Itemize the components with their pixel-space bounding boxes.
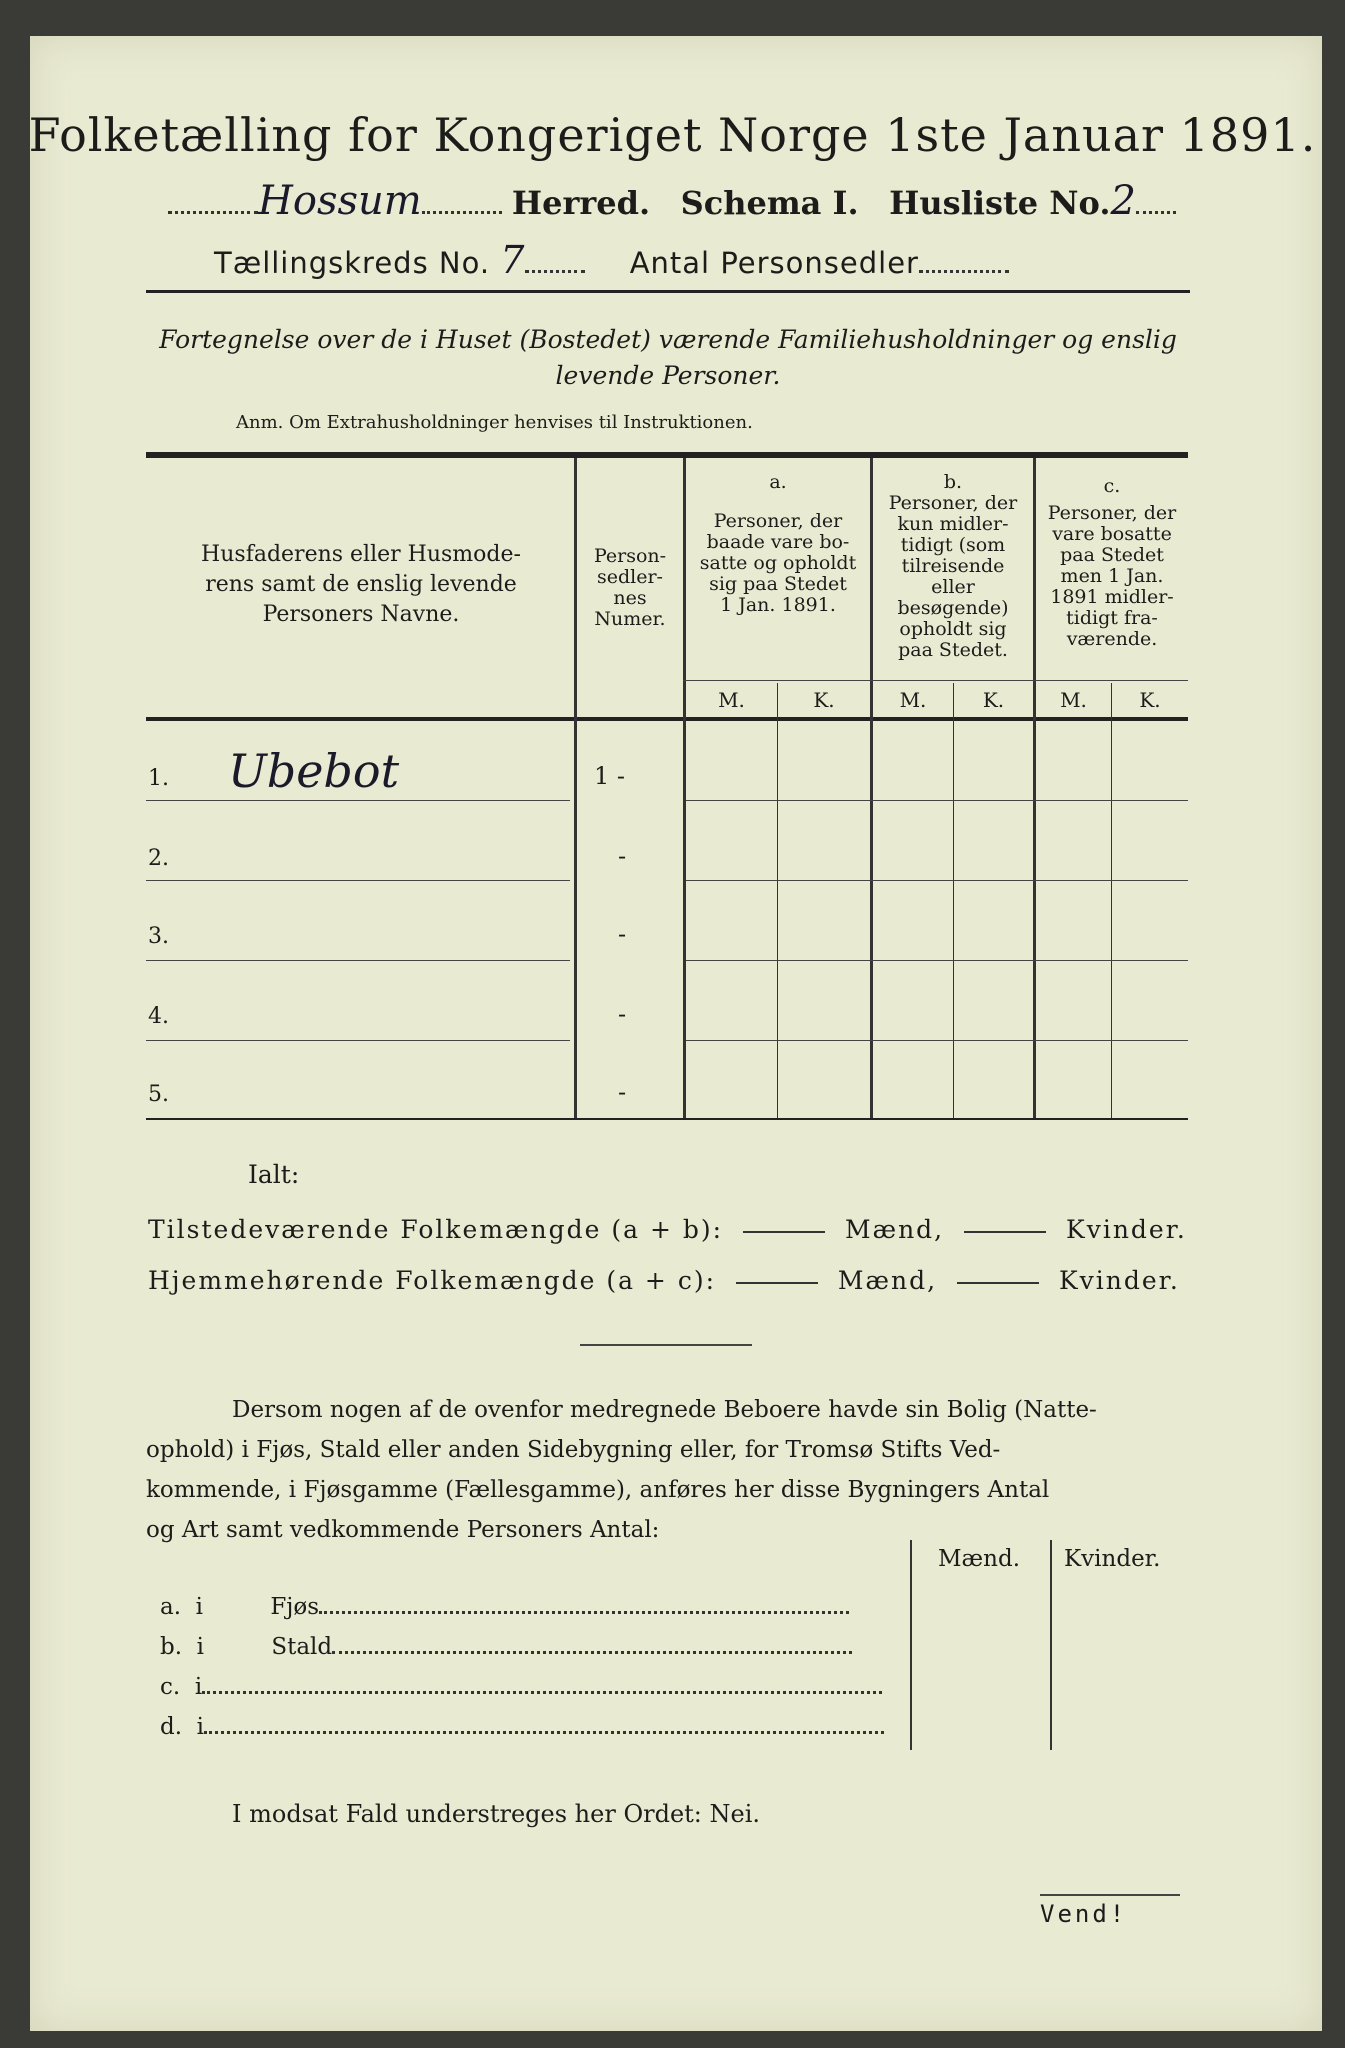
dotted-leader <box>319 1611 849 1614</box>
row-number: 1. <box>148 766 169 791</box>
col-b-line: Personer, der <box>888 492 1018 514</box>
herred-line <box>168 178 1176 224</box>
col-a-line: Personer, der <box>713 510 843 532</box>
col-b-line: besøgende) <box>897 597 1009 619</box>
intro-text <box>146 322 1190 394</box>
col-a-letter: a. <box>769 471 787 493</box>
row-rule <box>686 880 1188 881</box>
row-numer: - <box>618 1078 627 1106</box>
building-row <box>160 1594 849 1620</box>
row-rule <box>146 880 570 881</box>
col-name-header <box>150 540 572 630</box>
dotted-leader <box>919 270 1009 273</box>
total-line-tilstede <box>148 1215 1187 1244</box>
col-numer-line: Numer. <box>594 608 666 630</box>
building-label: Stald <box>271 1634 333 1660</box>
col-c-line: værende. <box>1066 628 1158 650</box>
dotted-leader <box>168 211 258 214</box>
building-i: i <box>196 1714 205 1740</box>
taellingskreds-line <box>214 238 1009 282</box>
mk-rule <box>683 680 1188 681</box>
header-rule <box>146 290 1190 293</box>
col-c-line: vare bosatte <box>1052 523 1172 545</box>
blank-line <box>743 1231 825 1233</box>
col-numer-line: nes <box>613 587 647 609</box>
dotted-leader <box>422 211 502 214</box>
col-b-line: opholdt sig <box>899 618 1007 640</box>
m-label-b: M. <box>899 688 927 712</box>
mk-divider <box>777 683 778 1118</box>
herred-label: Herred. <box>511 184 651 222</box>
hjemme-label: Hjemmehørende Folkemængde (a + c): <box>148 1266 716 1295</box>
mk-divider <box>1111 683 1112 1118</box>
tilstede-label: Tilstedeværende Folkemængde (a + b): <box>148 1215 724 1244</box>
antal-label: Antal Personsedler <box>629 246 919 280</box>
mk-divider <box>953 683 954 1118</box>
col-numer-line: sedler- <box>597 566 663 588</box>
building-i: i <box>194 1674 203 1700</box>
table-top-rule <box>146 452 1188 458</box>
col-c-header <box>1036 476 1188 650</box>
col-a-line: satte og opholdt <box>699 552 857 574</box>
col-b-line: paa Stedet. <box>898 639 1008 661</box>
building-letter: d. <box>160 1714 183 1740</box>
row-name: Ubebot <box>228 744 400 798</box>
col-c-line: Personer, der <box>1047 502 1177 524</box>
note-line: ophold) i Fjøs, Stald eller anden Sidebygning eller, for Tromsø Stifts Ved- <box>146 1437 1001 1463</box>
building-divider <box>910 1540 912 1750</box>
page-title: Folketælling for Kongeriget Norge 1ste Januar 1891. <box>28 108 1317 162</box>
col-maend-label: Mænd. <box>938 1546 1021 1572</box>
row-number: 5. <box>148 1082 169 1107</box>
building-letter: c. <box>160 1674 181 1700</box>
col-c-line: paa Stedet <box>1060 544 1164 566</box>
row-numer: - <box>618 842 627 870</box>
col-a-header <box>686 472 870 616</box>
k-label-a: K. <box>813 688 835 712</box>
col-b-line: tidigt (som <box>900 534 1006 556</box>
col-b-header <box>873 472 1033 661</box>
row-number: 2. <box>148 846 169 871</box>
col-kvinder-label: Kvinder. <box>1064 1546 1161 1572</box>
row-number: 4. <box>148 1004 169 1029</box>
row-rule <box>686 800 1188 801</box>
maend-label: Mænd, <box>837 1266 938 1295</box>
col-b-line: eller <box>931 576 975 598</box>
dotted-leader <box>1136 211 1176 214</box>
col-a-line: 1 Jan. 1891. <box>720 594 836 616</box>
table-bottom-rule <box>146 1118 1188 1120</box>
maend-label: Mænd, <box>844 1215 945 1244</box>
col-c-line: tidigt fra- <box>1066 607 1158 629</box>
table-header-rule <box>146 717 1188 721</box>
col-b-line: kun midler- <box>897 513 1009 535</box>
note-line: kommende, i Fjøsgamme (Fællesgamme), anføres her disse Bygningers Antal <box>146 1477 1050 1503</box>
kvinder-label: Kvinder. <box>1066 1215 1187 1244</box>
vend-rule <box>1040 1894 1180 1896</box>
closing-line: I modsat Fald understreges her Ordet: Nei. <box>232 1800 761 1828</box>
col-name-line: Personers Navne. <box>262 602 460 627</box>
intro-line-2: levende Personer. <box>555 361 781 390</box>
building-label: Fjøs <box>270 1594 320 1620</box>
row-rule <box>686 1040 1188 1041</box>
row-number: 3. <box>148 924 169 949</box>
building-letter: b. <box>160 1634 183 1660</box>
m-label-a: M. <box>718 688 745 712</box>
building-row <box>160 1714 884 1740</box>
taellingskreds-value: 7 <box>500 238 526 282</box>
building-row <box>160 1674 882 1700</box>
building-i: i <box>196 1634 205 1660</box>
blank-line <box>957 1282 1039 1284</box>
dotted-leader <box>332 1651 852 1654</box>
col-numer-header <box>577 546 683 630</box>
anm-note: Anm. Om Extrahusholdninger henvises til Instruktionen. <box>236 412 753 433</box>
building-letter: a. <box>160 1594 182 1620</box>
k-label-b: K. <box>982 688 1005 712</box>
row-rule <box>686 960 1188 961</box>
schema-label: Schema I. <box>680 184 859 222</box>
k-label-c: K. <box>1139 688 1161 712</box>
dotted-leader <box>525 270 585 273</box>
row-rule <box>146 1040 570 1041</box>
col-a-line: baade vare bo- <box>706 531 850 553</box>
col-c-line: 1891 midler- <box>1050 586 1174 608</box>
herred-handwritten: Hossum <box>258 178 422 224</box>
row-numer: - <box>618 1000 627 1028</box>
husliste-value: 2 <box>1110 178 1136 224</box>
col-c-line: men 1 Jan. <box>1060 565 1164 587</box>
col-name-line: Husfaderens eller Husmode- <box>201 542 521 567</box>
col-numer-line: Person- <box>593 545 667 567</box>
col-b-letter: b. <box>943 471 963 493</box>
m-label-c: M. <box>1060 688 1087 712</box>
intro-line-1: Fortegnelse over de i Huset (Bostedet) værende Familiehusholdninger og enslig <box>159 325 1177 354</box>
row-rule <box>146 800 570 801</box>
vend-label: Vend! <box>1040 1900 1128 1928</box>
building-i: i <box>195 1594 204 1620</box>
kvinder-label: Kvinder. <box>1058 1266 1180 1295</box>
col-a-line: sig paa Stedet <box>709 573 847 595</box>
blank-line <box>964 1231 1046 1233</box>
row-numer: 1 - <box>594 762 626 790</box>
total-line-hjemme <box>148 1266 1180 1295</box>
husliste-label: Husliste No. <box>889 184 1111 222</box>
taellingskreds-label: Tællingskreds No. <box>214 246 491 280</box>
note-paragraph <box>146 1390 1190 1550</box>
building-row <box>160 1634 852 1660</box>
blank-line <box>736 1282 818 1284</box>
ialt-label: Ialt: <box>248 1160 300 1189</box>
dotted-leader <box>202 1691 882 1694</box>
section-divider <box>580 1344 752 1346</box>
col-b-line: tilreisende <box>901 555 1005 577</box>
row-rule <box>146 960 570 961</box>
note-line: og Art samt vedkommende Personers Antal: <box>146 1517 660 1543</box>
row-numer: - <box>618 920 627 948</box>
note-line: Dersom nogen af de ovenfor medregnede Beboere havde sin Bolig (Natte- <box>232 1397 1097 1423</box>
col-c-letter: c. <box>1103 475 1121 497</box>
dotted-leader <box>204 1731 884 1734</box>
col-name-line: rens samt de enslig levende <box>205 572 517 597</box>
building-divider <box>1050 1540 1052 1750</box>
